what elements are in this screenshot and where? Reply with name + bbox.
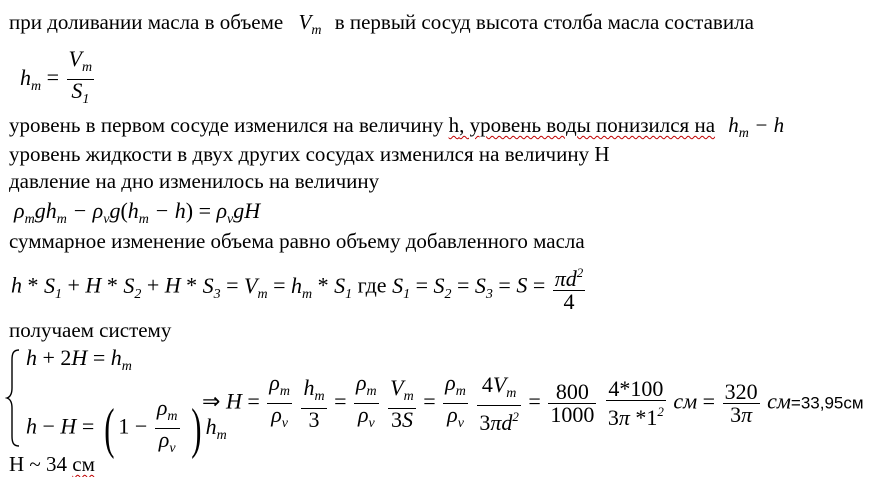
text-line-4: уровень жидкости в двух других сосудах изменился на величину H bbox=[9, 142, 610, 166]
text-line-1-prefix: при доливании масла в объеме bbox=[9, 10, 284, 34]
system-brace bbox=[5, 348, 21, 448]
text-line-3-prefix: уровень в первом сосуде изменился на величину bbox=[9, 113, 444, 137]
final-answer bbox=[9, 452, 95, 476]
solution-chain: ⇒ H = $\frac{\rho_m}{\rho_v}$ $\frac{h_m}{3}$ = $\frac{\rho_m}{\rho_v}$ $\frac{V_m}{3S}$ = $\frac{\rho_m}{\rho_v}$ $\frac{4V_m}{3\pi d^2}$ = $\frac{800}{1000}$ $\frac{4*100}{3\pi *1^2}$ см = $\frac{320}{3\pi}$ см=33,95см bbox=[202, 370, 864, 435]
text-line-3-mid: , уровень воды понизился на bbox=[459, 113, 716, 137]
unit-cm-2: см bbox=[767, 388, 791, 414]
var-Vm: $V_m$ bbox=[298, 10, 322, 38]
text-line-9: получаем систему bbox=[9, 318, 172, 342]
text-line-1 bbox=[9, 10, 754, 43]
text-line-1-suffix: в первый сосуд высота столба масла составила bbox=[334, 10, 754, 34]
system-eq-2: h − H = ( 1 − $\frac{\rho_m}{\rho_v}$ ) $h_m$ bbox=[26, 395, 227, 460]
formula-hm: $h_m$ = $\frac{V_m}{S_1}$ bbox=[20, 46, 93, 107]
system-eq-1: $h + 2H = h_m$ bbox=[26, 345, 132, 374]
final-unit: см bbox=[72, 452, 95, 476]
text-line-3-h: h bbox=[448, 113, 460, 137]
num-4x100: 4*100 bbox=[606, 378, 666, 401]
formula-volume: $h * S_1 + H * S_2 + H * S_3 = V_m = h_m * S_1$ где $S_1 = S_2 = S_3 = S$ = $\frac{\pi d^2}{4}$ bbox=[11, 262, 587, 313]
final-text: H ~ 34 bbox=[9, 452, 68, 476]
formula-pressure: $\rho_mgh_m - \rho_vg(h_m - h) = \rho_vgH$ bbox=[14, 198, 261, 227]
num-1000: 1000 bbox=[550, 402, 595, 427]
expr-hm-minus-h: $h_m - h$ bbox=[728, 113, 785, 141]
unit-cm-1: см bbox=[673, 388, 698, 414]
num-320: 320 bbox=[724, 379, 758, 404]
result-value: =33,95см bbox=[790, 393, 864, 413]
text-line-7: суммарное изменение объема равно объему добавленного масла bbox=[9, 229, 585, 253]
word-where: где bbox=[357, 272, 387, 298]
text-line-5: давление на дно изменилось на величину bbox=[9, 169, 380, 193]
num-800: 800 bbox=[548, 381, 596, 404]
